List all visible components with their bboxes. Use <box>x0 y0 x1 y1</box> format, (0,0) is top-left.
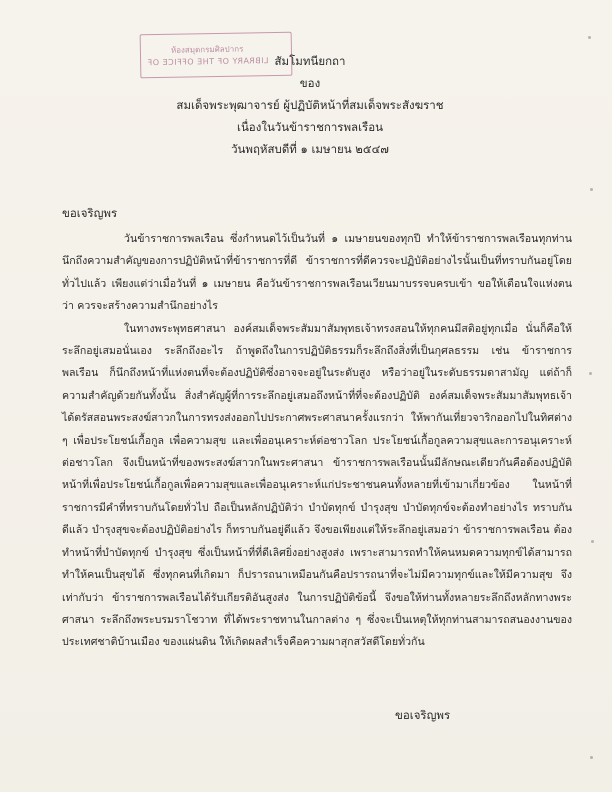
salutation: ขอเจริญพร <box>62 206 118 220</box>
closing: ขอเจริญพร <box>395 708 451 722</box>
stamp-line-1: ห้องสมุดกรมศิลปากร <box>170 44 244 55</box>
heading-occasion: เนื่องในวันข้าราชการพลเรือน <box>237 120 383 134</box>
heading-title: สัมโมทนียกถา <box>274 54 346 68</box>
paragraph-1: วันข้าราชการพลเรือน ซึ่งกำหนดไว้เป็นวันที่ ๑ เมษายนของทุกปี ทำให้ข้าราชการพลเรือนทุกท่านนึกถึงความสำคัญของการปฏิบัติหน้าที่ข้าราชการที่ดี ข้าราชการที่ดีควรจะปฏิบัติอย่างไรนั้นเป็นที่ทราบกันอยู่โดยทั่วไปแล้ว เพียงแต่ว่าเมื่อวันที่ ๑ เมษายน คือวันข้าราชการพลเรือนเวียนมาบรรจบครบเข้า ขอให้เตือนใจแห่งตนว่า ควรจะสร้างความสำนึกอย่างไร <box>62 233 572 313</box>
stamp-line-2: LIBRARY OF THE OFFICE OF <box>147 56 269 68</box>
heading-author: สมเด็จพระพุฒาจารย์ ผู้ปฏิบัติหน้าที่สมเด็จพระสังฆราช <box>176 98 444 112</box>
heading-date: วันพฤหัสบดีที่ ๑ เมษายน ๒๕๔๗ <box>231 142 389 156</box>
heading-of: ของ <box>299 76 321 90</box>
paragraph-2: ในทางพระพุทธศาสนา องค์สมเด็จพระสัมมาสัมพุทธเจ้าทรงสอนให้ทุกคนมีสติอยู่ทุกเมื่อ นั่นก็คือให้ระลึกอยู่เสมอนั่นเอง ระลึกถึงอะไร ถ้าพูดถึงในการปฏิบัติธรรมก็ระลึกถึงสิ่งที่เป็นกุศลธรรม เช่น ข้าราชการพลเรือน ก็นึกถึงหน้าที่แห่งตนที่จะต้องปฏิบัติซึ่งอาจจะอยู่ในระดับสูง หรือว่าอยู่ในระดับธรรมดาสามัญ แต่ถ้าก็ความสำคัญด้วยกันทั้งนั้น สิ่งสำคัญผู้ที่การระลึกอยู่เสมอถึงหน้าที่ที่จะต้องปฏิบัติ องค์สมเด็จพระสัมมาสัมพุทธเจ้า ได้ตรัสสอนพระสงฆ์สาวกในการทรงส่งออกไปประกาศพระศาสนาครั้งแรกว่า ให้พากันเที่ยวจาริกออกไปในทิศต่าง ๆ เพื่อประโยชน์เกื้อกูล เพื่อความสุข และเพื่ออนุเคราะห์ต่อชาวโลก ประโยชน์เกื้อกูลความสุขและการอนุเคราะห์ต่อชาวโลก จึงเป็นหน้าที่ของพระสงฆ์สาวกในพระศาสนา ข้าราชการพลเรือนนั้นมีลักษณะเดียวกันคือต้องปฏิบัติหน้าที่เพื่อประโยชน์เกื้อกูลเพื่อความสุขและเพื่ออนุเคราะห์แก่ประชาชนคนทั้งหลายที่เข้ามาเกี่ยวข้อง ในหน้าที่ราชการมีคำที่ทราบกันโดยทั่วไป ถือเป็นหลักปฏิบัติว่า บำบัดทุกข์ บำรุงสุข บำบัดทุกข์จะต้องทำอย่างไร ทราบกันดีแล้ว บำรุงสุขจะต้องปฏิบัติอย่างไร ก็ทราบกันอยู่ดีแล้ว จึงขอเพียงแต่ให้ระลึกอยู่เสมอว่า ข้าราชการพลเรือน ต้องทำหน้าที่บำบัดทุกข์ บำรุงสุข ซึ่งเป็นหน้าที่ที่ดีเลิศยิ่งอย่างสูงส่ง เพราะสามารถทำให้คนหมดความทุกข์ได้สามารถทำให้คนเป็นสุขได้ ซึ่งทุกคนที่เกิดมา ก็ปรารถนาเหมือนกันคือปรารถนาที่จะไม่มีความทุกข์และให้มีความสุข จึงเท่ากับว่า ข้าราชการพลเรือนได้รับเกียรติอันสูงส่ง ในการปฏิบัติข้อนี้ จึงขอให้ท่านทั้งหลายระลึกถึงหลักทางพระศาสนา ระลึกถึงพระบรมราโชวาท ที่ได้พระราชทานในกาลต่าง ๆ ซึ่งจะเป็นเหตุให้ทุกท่านสามารถสนองงานของประเทศชาติบ้านเมือง ของแผ่นดิน ให้เกิดผลสำเร็จคือความผาสุกสวัสดีโดยทั่วกัน <box>62 322 572 649</box>
body-text <box>62 228 572 654</box>
